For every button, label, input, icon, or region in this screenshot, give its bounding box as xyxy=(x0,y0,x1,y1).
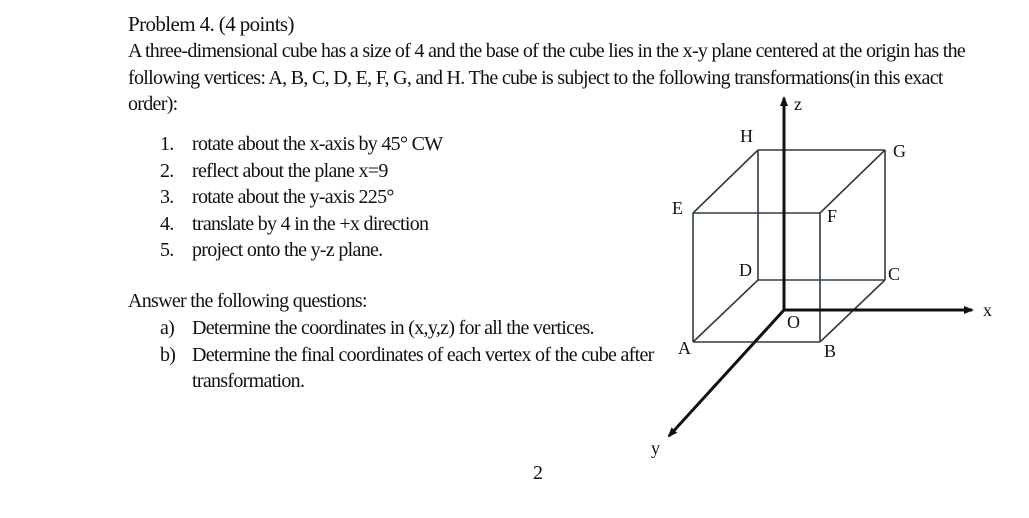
item-number: 4. xyxy=(160,212,174,235)
item-text: project onto the y-z plane. xyxy=(192,239,383,261)
edge-eh xyxy=(693,150,758,213)
item-text: rotate about the x-axis by 45° CW xyxy=(192,133,443,155)
vertex-label-c: C xyxy=(888,264,901,284)
page-number: 2 xyxy=(533,462,543,484)
edge-ad xyxy=(693,280,758,342)
item-number: 5. xyxy=(160,239,174,261)
problem-intro: A three-dimensional cube has a size of 4 and the base of the cube lies in the x-y plane centered at the origin has the following vertices: A, B, C, D, E, F, G, and H. The cube is subject to the following transformations(in this exact order): xyxy=(128,40,966,115)
z-axis-label: z xyxy=(794,94,802,114)
item-text: translate by 4 in the +x direction xyxy=(192,212,429,235)
question-text: Determine the final coordinates of each vertex of the cube after transformation. xyxy=(192,343,654,392)
questions-heading: Answer the following questions: xyxy=(128,290,367,312)
y-axis xyxy=(669,310,784,436)
question-label: a) xyxy=(160,317,175,339)
vertex-label-h: H xyxy=(740,126,753,146)
vertex-label-b: B xyxy=(824,341,837,361)
vertex-label-a: A xyxy=(678,338,691,358)
item-text: reflect about the plane x=9 xyxy=(192,159,388,182)
y-axis-label: y xyxy=(651,438,660,458)
item-number: 2. xyxy=(160,159,174,182)
item-number: 1. xyxy=(160,133,174,155)
origin-label: O xyxy=(787,312,800,332)
item-number: 3. xyxy=(160,186,174,208)
problem-title: Problem 4. (4 points) xyxy=(128,12,294,36)
x-axis-label: x xyxy=(983,300,992,320)
question-text: Determine the coordinates in (x,y,z) for all the vertices. xyxy=(192,317,594,339)
item-text: rotate about the y-axis 225° xyxy=(192,186,394,208)
vertex-label-e: E xyxy=(672,198,683,218)
vertex-label-g: G xyxy=(893,141,906,161)
edge-fg xyxy=(820,150,885,213)
vertex-label-f: F xyxy=(827,206,838,226)
vertex-label-d: D xyxy=(739,260,752,280)
question-label: b) xyxy=(160,343,176,366)
